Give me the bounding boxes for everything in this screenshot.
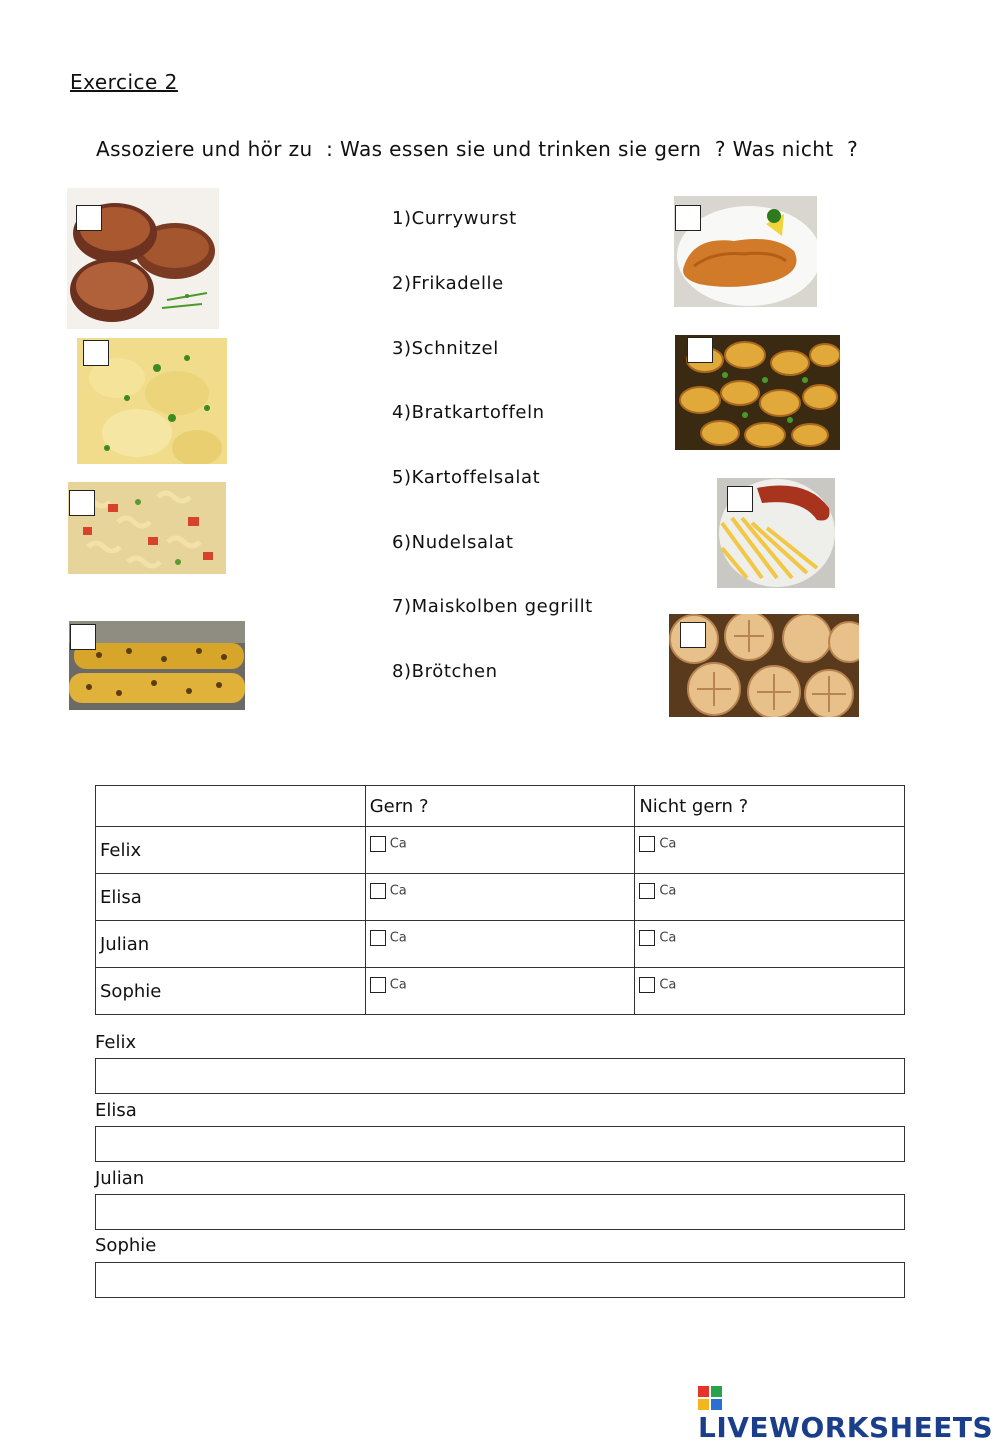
table-row (96, 827, 905, 874)
checkbox-text: Ca (389, 930, 407, 946)
answer-input[interactable] (95, 1126, 905, 1162)
nicht-gern-cell (635, 921, 905, 968)
name-cell: Sophie (96, 968, 366, 1015)
food-item: 7)Maiskolben gegrillt (392, 596, 593, 617)
checkbox[interactable] (370, 977, 386, 993)
drop-box[interactable] (70, 624, 96, 650)
gern-cell (365, 827, 635, 874)
preference-table (95, 785, 905, 1015)
logo-text: LIVEWORKSHEETS (698, 1411, 994, 1444)
exercise-title: Exercice 2 (70, 70, 178, 94)
checkbox-text: Ca (389, 836, 407, 852)
gern-cell (365, 968, 635, 1015)
liveworksheets-logo (698, 1378, 1000, 1444)
checkbox-text: Ca (659, 930, 677, 946)
food-item: 6)Nudelsalat (392, 532, 514, 553)
checkbox[interactable] (370, 883, 386, 899)
header-cell: Gern ? (365, 786, 635, 827)
nicht-gern-cell (635, 874, 905, 921)
checkbox-text: Ca (659, 836, 677, 852)
food-item: 3)Schnitzel (392, 338, 499, 359)
checkbox-text: Ca (389, 977, 407, 993)
answer-label: Julian (95, 1168, 145, 1189)
nicht-gern-cell (635, 968, 905, 1015)
nicht-gern-cell (635, 827, 905, 874)
answer-label: Elisa (95, 1100, 137, 1121)
answer-input[interactable] (95, 1058, 905, 1094)
food-item: 8)Brötchen (392, 661, 498, 682)
drop-box[interactable] (675, 205, 701, 231)
table-header-row (96, 786, 905, 827)
name-cell: Elisa (96, 874, 366, 921)
checkbox[interactable] (639, 930, 655, 946)
header-cell (96, 786, 366, 827)
instruction-text: Assoziere und hör zu : Was essen sie und trinken sie gern ? Was nicht ? (96, 137, 859, 161)
checkbox[interactable] (370, 930, 386, 946)
table-row (96, 874, 905, 921)
answer-input[interactable] (95, 1194, 905, 1230)
checkbox[interactable] (639, 977, 655, 993)
gern-cell (365, 921, 635, 968)
table-row (96, 968, 905, 1015)
name-cell: Julian (96, 921, 366, 968)
food-item: 2)Frikadelle (392, 273, 504, 294)
answer-label: Felix (95, 1032, 137, 1053)
drop-box[interactable] (76, 205, 102, 231)
logo-icon (698, 1384, 722, 1408)
checkbox-text: Ca (389, 883, 407, 899)
checkbox-text: Ca (659, 977, 677, 993)
drop-box[interactable] (727, 486, 753, 512)
gern-cell (365, 874, 635, 921)
checkbox-text: Ca (659, 883, 677, 899)
header-cell: Nicht gern ? (635, 786, 905, 827)
checkbox[interactable] (639, 836, 655, 852)
drop-box[interactable] (83, 340, 109, 366)
food-item: 4)Bratkartoffeln (392, 402, 545, 423)
food-item: 5)Kartoffelsalat (392, 467, 541, 488)
answer-input[interactable] (95, 1262, 905, 1298)
checkbox[interactable] (639, 883, 655, 899)
food-item: 1)Currywurst (392, 208, 517, 229)
drop-box[interactable] (680, 622, 706, 648)
drop-box[interactable] (69, 490, 95, 516)
drop-box[interactable] (687, 337, 713, 363)
answer-label: Sophie (95, 1235, 157, 1256)
checkbox[interactable] (370, 836, 386, 852)
name-cell: Felix (96, 827, 366, 874)
table-row (96, 921, 905, 968)
